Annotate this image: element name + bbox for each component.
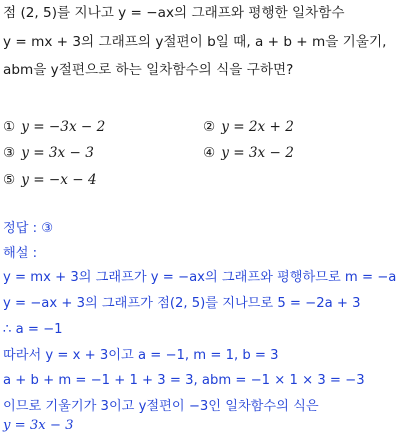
option-5-number: ⑤ (3, 172, 16, 188)
option-5-text: y = −x − 4 (21, 172, 97, 188)
option-3-number: ③ (3, 145, 16, 161)
question-line-3: abm을 y절편으로 하는 일차함수의 식을 구하면? (3, 62, 294, 78)
answer-label: 정답 : ③ (3, 221, 54, 236)
solution-line-1: y = mx + 3의 그래프가 y = −ax의 그래프와 평행하므로 m = −a (3, 270, 397, 285)
solution-line-6: 이므로 기울기가 3이고 y절편이 −3인 일차함수의 식은 (3, 399, 319, 414)
option-5[interactable] (3, 170, 97, 190)
option-1-number: ① (3, 119, 16, 135)
option-4-text: y = 3x − 2 (221, 145, 294, 161)
solution-line-2: y = −ax + 3의 그래프가 점(2, 5)를 지나므로 5 = −2a + 3 (3, 296, 361, 311)
option-4[interactable] (203, 143, 294, 163)
solution-line-4: 따라서 y = x + 3이고 a = −1, m = 1, b = 3 (3, 348, 279, 363)
option-3[interactable] (3, 143, 94, 163)
option-4-number: ④ (203, 145, 216, 161)
option-3-text: y = 3x − 3 (21, 145, 94, 161)
solution-line-5: a + b + m = −1 + 1 + 3 = 3, abm = −1 × 1 × 3 = −3 (3, 373, 365, 388)
question-line-1: 점 (2, 5)를 지나고 y = −ax의 그래프와 평행한 일차함수 (3, 5, 345, 21)
option-2-text: y = 2x + 2 (221, 119, 294, 135)
option-1-text: y = −3x − 2 (21, 119, 106, 135)
solution-line-7: y = 3x − 3 (3, 418, 74, 433)
solution-line-3: ∴ a = −1 (3, 322, 63, 337)
option-2-number: ② (203, 119, 216, 135)
option-2[interactable] (203, 117, 294, 137)
explanation-title: 해설 : (3, 246, 38, 261)
question-line-2: y = mx + 3의 그래프의 y절편이 b일 때, a + b + m을 기울기, (3, 34, 387, 50)
option-1[interactable] (3, 117, 105, 137)
